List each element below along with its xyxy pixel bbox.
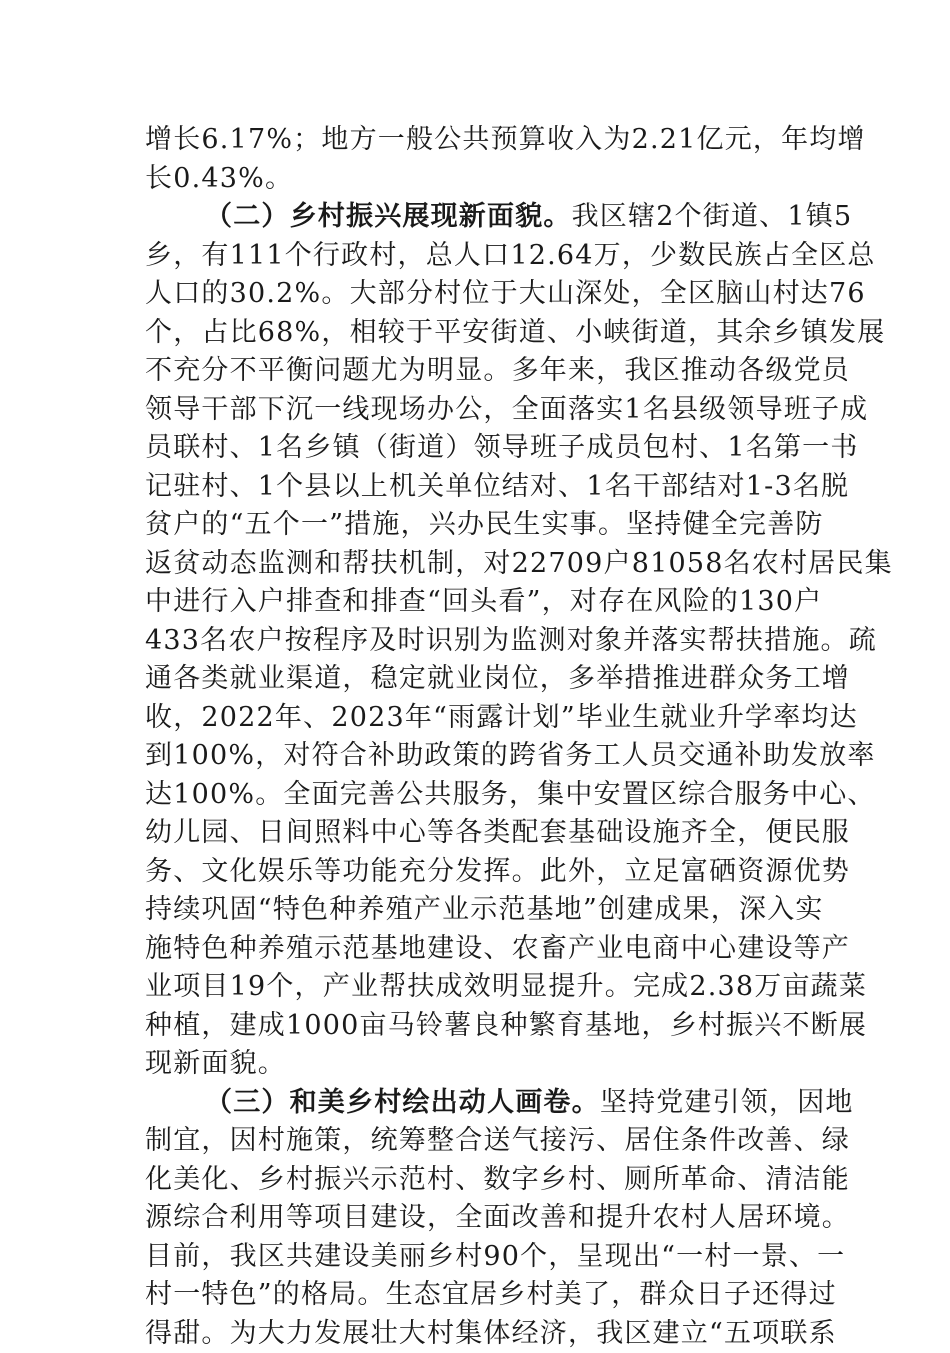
text-line: 到100%，对符合补助政策的跨省务工人员交通补助发放率 (145, 737, 805, 776)
text-line: 得甜。为大力发展壮大村集体经济，我区建立“五项联系 (145, 1315, 805, 1353)
text-line: 制宜，因村施策，统筹整合送气接污、居住条件改善、绿 (145, 1122, 805, 1161)
text-run: 坚持党建引领，因地 (600, 1087, 854, 1118)
text-line: 记驻村、1个县以上机关单位结对、1名干部结对1-3名脱 (145, 468, 805, 507)
text-line: 村一特色”的格局。生态宜居乡村美了，群众日子还得过 (145, 1276, 805, 1315)
text-line (145, 1084, 805, 1123)
text-line: 收，2022年、2023年“雨露计划”毕业生就业升学率均达 (145, 699, 805, 738)
document-page (145, 121, 805, 1353)
text-line: 员联村、1名乡镇（街道）领导班子成员包村、1名第一书 (145, 429, 805, 468)
section-heading-2: （二）乡村振兴展现新面貌。 (205, 201, 572, 232)
paragraph-2 (145, 198, 805, 1084)
text-line: 业项目19个，产业帮扶成效明显提升。完成2.38万亩蔬菜 (145, 968, 805, 1007)
paragraph-1 (145, 121, 805, 198)
text-line: 433名农户按程序及时识别为监测对象并落实帮扶措施。疏 (145, 622, 805, 661)
text-line: 返贫动态监测和帮扶机制，对22709户81058名农村居民集 (145, 545, 805, 584)
paragraph-3 (145, 1084, 805, 1353)
text-line: 持续巩固“特色种养殖产业示范基地”创建成果，深入实 (145, 891, 805, 930)
section-heading-3: （三）和美乡村绘出动人画卷。 (205, 1087, 600, 1118)
text-line: 人口的30.2%。大部分村位于大山深处，全区脑山村达76 (145, 275, 805, 314)
text-line: 施特色种养殖示范基地建设、农畜产业电商中心建设等产 (145, 930, 805, 969)
text-line: 目前，我区共建设美丽乡村90个，呈现出“一村一景、一 (145, 1238, 805, 1277)
text-line: 通各类就业渠道，稳定就业岗位，多举措推进群众务工增 (145, 660, 805, 699)
text-line: 化美化、乡村振兴示范村、数字乡村、厕所革命、清洁能 (145, 1161, 805, 1200)
text-line: 现新面貌。 (145, 1045, 805, 1084)
text-line: 贫户的“五个一”措施，兴办民生实事。坚持健全完善防 (145, 506, 805, 545)
text-line: 达100%。全面完善公共服务，集中安置区综合服务中心、 (145, 776, 805, 815)
text-line: 务、文化娱乐等功能充分发挥。此外，立足富硒资源优势 (145, 853, 805, 892)
text-run: 我区辖2个街道、1镇5 (572, 201, 853, 232)
text-line: 中进行入户排查和排查“回头看”，对存在风险的130户 (145, 583, 805, 622)
text-line: 不充分不平衡问题尤为明显。多年来，我区推动各级党员 (145, 352, 805, 391)
text-line: 种植，建成1000亩马铃薯良种繁育基地，乡村振兴不断展 (145, 1007, 805, 1046)
text-line: 领导干部下沉一线现场办公，全面落实1名县级领导班子成 (145, 391, 805, 430)
text-line (145, 198, 805, 237)
text-line: 源综合利用等项目建设，全面改善和提升农村人居环境。 (145, 1199, 805, 1238)
text-line: 个，占比68%，相较于平安街道、小峡街道，其余乡镇发展 (145, 314, 805, 353)
text-line: 长0.43%。 (145, 160, 805, 199)
text-line: 增长6.17%；地方一般公共预算收入为2.21亿元，年均增 (145, 121, 805, 160)
text-line: 幼儿园、日间照料中心等各类配套基础设施齐全，便民服 (145, 814, 805, 853)
text-line: 乡，有111个行政村，总人口12.64万，少数民族占全区总 (145, 237, 805, 276)
